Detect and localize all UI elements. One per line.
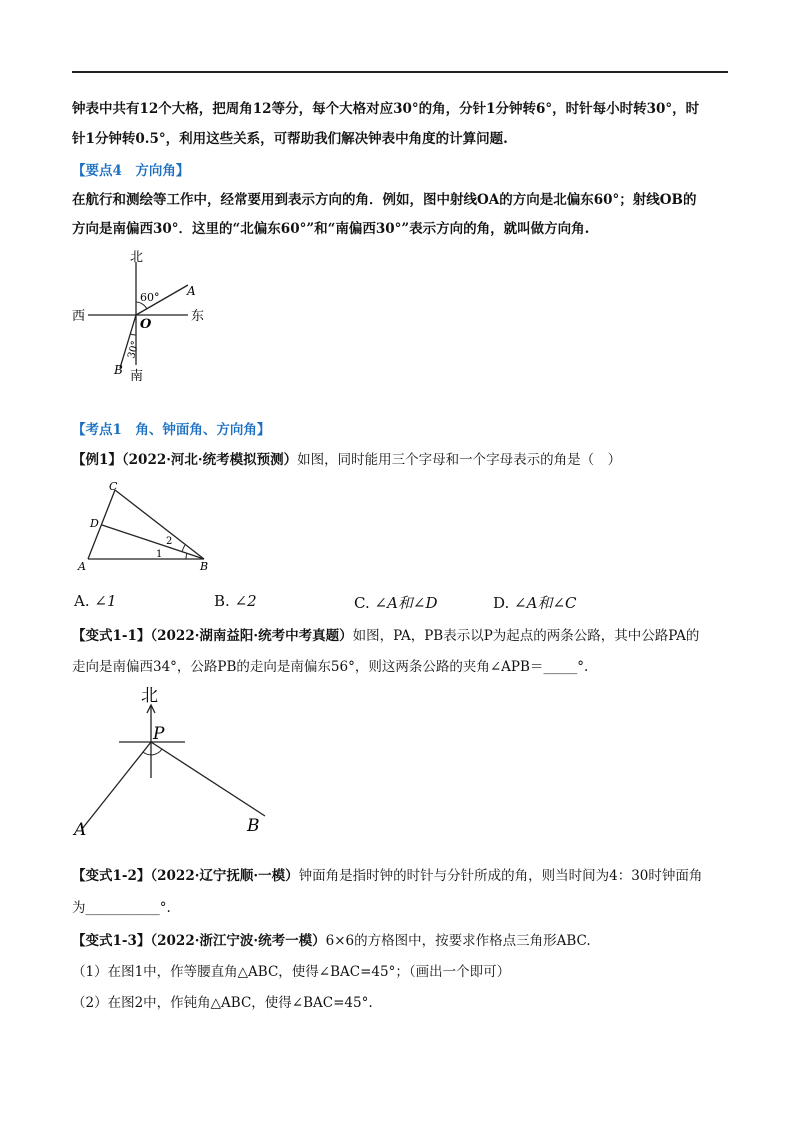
point-p-label: P [153, 724, 165, 744]
variant11-text-2: 走向是南偏西34°，公路PB的走向是南偏东56°，则这两条公路的夹角∠APB＝ [72, 659, 544, 675]
north-label: 北 [130, 250, 144, 265]
option-a[interactable]: A. ∠1 [74, 592, 117, 610]
arc-angle-2 [182, 545, 185, 552]
example1-source: （2022·河北·统考模拟预测） [121, 452, 298, 468]
variant12-source: （2022·辽宁抚顺·一模） [150, 868, 299, 884]
exam1-heading: 【考点1 角、钟面角、方向角】 [72, 422, 271, 438]
variant11-line-2 [72, 652, 732, 682]
west-label: 西 [72, 309, 86, 324]
point-o-label: O [140, 317, 152, 332]
variant13-tag: 【变式1-3】 [72, 933, 151, 949]
variant13-question-1: （1）在图1中，作等腰直角△ABC，使得∠BAC=45°；（画出一个即可） [72, 964, 511, 980]
variant11-line-1 [72, 621, 732, 651]
option-b[interactable]: B. ∠2 [214, 592, 257, 610]
variant12-line-2 [72, 893, 732, 923]
point-a-label: A [78, 560, 86, 573]
road-pa [82, 742, 151, 829]
roads-figure [72, 683, 282, 841]
example1-line [72, 445, 732, 475]
variant13-line-1 [72, 926, 732, 956]
point-b-label: B [114, 363, 123, 377]
key4-heading: 【要点4 方向角】 [72, 163, 190, 179]
option-c[interactable]: C. ∠A和∠D [354, 594, 438, 612]
point-c-label: C [109, 480, 118, 493]
variant12-answer-blank[interactable]: ___________ [85, 900, 160, 916]
angle-30-label: 30° [126, 339, 142, 360]
point-b-label: B [200, 560, 209, 573]
variant12-text-1: 钟面角是指时钟的时针与分针所成的角，则当时间为4：30时钟面角 [298, 868, 703, 884]
variant12-line-1 [72, 861, 732, 891]
segment-db [102, 525, 204, 559]
arc-apb [143, 749, 162, 755]
point-a-label: A [74, 820, 87, 840]
variant11-end: °. [577, 659, 589, 675]
arc-angle-1 [186, 553, 187, 559]
example1-text: 如图，同时能用三个字母和一个字母表示的角是（ ） [297, 452, 622, 468]
angle-2-label: 2 [166, 536, 173, 547]
option-d[interactable]: D. ∠A和∠C [493, 594, 577, 612]
angle-60-label: 60° [140, 291, 160, 304]
angle-1-label: 1 [156, 549, 163, 560]
variant13-text-1: 6×6的方格图中，按要求作格点三角形ABC. [325, 933, 591, 949]
arc-30 [130, 334, 136, 335]
variant11-answer-blank[interactable]: _____ [543, 659, 578, 675]
variant11-tag: 【变式1-1】 [72, 628, 151, 644]
example1-tag: 【例1】 [72, 452, 122, 468]
variant12-tag: 【变式1-2】 [72, 868, 151, 884]
north-label: 北 [141, 686, 158, 706]
intro-line-2: 针1分钟转0.5°，利用这些关系，可帮助我们解决钟表中角度的计算问题. [72, 131, 508, 147]
variant12-text-2a: 为 [72, 900, 86, 916]
variant11-source: （2022·湖南益阳·统考中考真题） [150, 628, 353, 644]
key4-line-1: 在航行和测绘等工作中，经常要用到表示方向的角．例如，图中射线OA的方向是北偏东60°；射线OB的 [72, 192, 697, 208]
triangle-figure [74, 478, 219, 576]
key4-line-2: 方向是南偏西30°．这里的“北偏东60°”和“南偏西30°”表示方向的角，就叫做方向角. [72, 221, 590, 237]
variant12-text-2b: °. [159, 900, 171, 916]
south-label: 南 [130, 369, 144, 384]
variant11-text-1: 如图，PA，PB表示以P为起点的两条公路，其中公路PA的 [352, 628, 700, 644]
point-b-label: B [247, 816, 260, 836]
intro-line-1: 钟表中共有12个大格，把周角12等分，每个大格对应30°的角，分针1分钟转6°，时针每小时转30°，时 [72, 101, 700, 117]
east-label: 东 [191, 309, 205, 324]
variant13-question-2: （2）在图2中，作钝角△ABC，使得∠BAC=45°. [72, 995, 373, 1011]
point-d-label: D [90, 517, 99, 530]
road-pb [151, 742, 265, 816]
direction-angle-figure [70, 250, 230, 385]
point-a-label: A [187, 284, 196, 298]
header-rule [72, 71, 728, 73]
variant13-source: （2022·浙江宁波·统考一模） [150, 933, 326, 949]
